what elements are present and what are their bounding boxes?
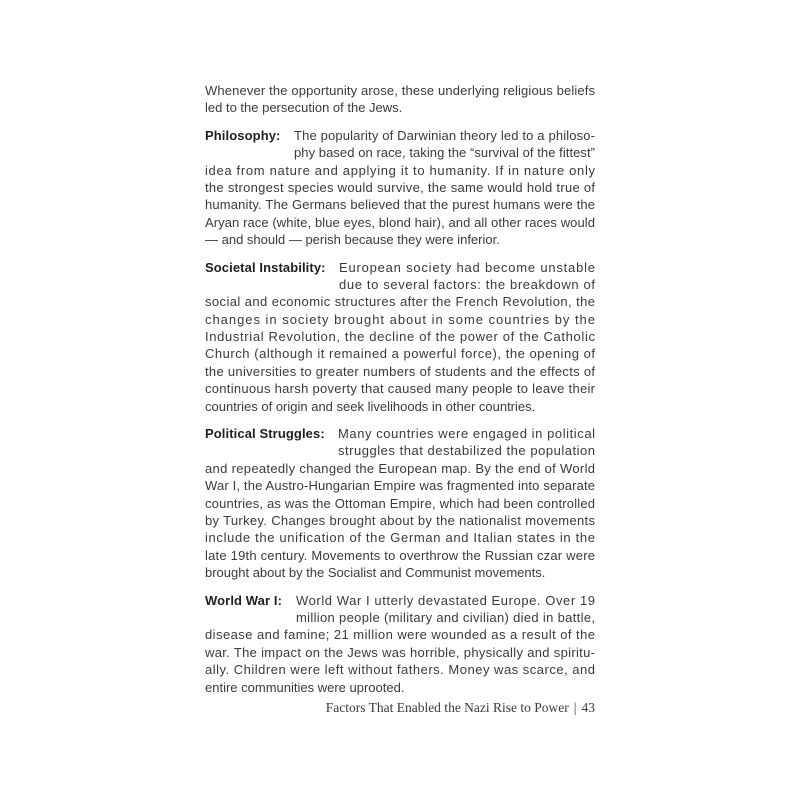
term-label: World War I:	[205, 592, 283, 608]
term-label: Philosophy:	[205, 127, 281, 143]
paragraph-line	[205, 144, 595, 161]
paragraph-line	[205, 425, 595, 442]
paragraph-line	[205, 127, 595, 144]
paragraph-line	[205, 82, 595, 99]
text-line: changes in society brought about in some countries by the	[205, 311, 595, 327]
paragraph-line	[205, 442, 595, 459]
paragraph-line	[205, 529, 595, 546]
body-text	[205, 82, 595, 706]
paragraph-line	[205, 398, 595, 415]
text-line: idea from nature and applying it to humanity. If in nature only	[205, 162, 595, 178]
paragraph-line	[205, 661, 595, 678]
text-line: continuous harsh poverty that caused many people to leave their	[205, 381, 595, 397]
text-line: Aryan race (white, blue eyes, blond hair), and all other races would	[205, 214, 595, 230]
paragraph-line	[205, 311, 595, 328]
text-line: million people (military and civilian) died in battle,	[296, 609, 595, 625]
text-line: due to several factors: the breakdown of	[339, 276, 595, 292]
paragraph-line	[205, 460, 595, 477]
paragraph-line	[205, 609, 595, 626]
paragraph-line	[205, 231, 595, 248]
text-line: Whenever the opportunity arose, these underlying religious beliefs	[205, 83, 595, 98]
text-line: the strongest species would survive, the same would hold true of	[205, 179, 595, 195]
paragraph-line	[205, 547, 595, 564]
text-line: brought about by the Socialist and Communist movements.	[205, 565, 546, 581]
definition-paragraph	[205, 259, 595, 416]
paragraph-line	[205, 162, 595, 179]
paragraph-line	[205, 626, 595, 643]
text-line: entire communities were uprooted.	[205, 679, 405, 695]
text-line: The popularity of Darwinian theory led to a philoso-	[294, 127, 595, 143]
text-line: by Turkey. Changes brought about by the nationalist movements	[205, 512, 595, 528]
paragraph-line	[205, 99, 595, 116]
paragraph-line	[205, 363, 595, 380]
text-line: social and economic structures after the French Revolution, the	[205, 294, 595, 310]
paragraph-line	[205, 679, 595, 696]
text-line: late 19th century. Movements to overthrow the Russian czar were	[205, 547, 595, 563]
paragraph-line	[205, 345, 595, 362]
paragraph-line	[205, 214, 595, 231]
text-line: war. The impact on the Jews was horrible, physically and spiritu-	[205, 644, 595, 660]
text-line: Industrial Revolution, the decline of the power of the Catholic	[205, 329, 595, 345]
term-label: Societal Instability:	[205, 259, 326, 275]
paragraph-line	[205, 179, 595, 196]
paragraph-line	[205, 196, 595, 213]
text-line: countries, as was the Ottoman Empire, which had been controlled	[205, 495, 595, 511]
paragraph-line	[205, 564, 595, 581]
paragraph-line	[205, 380, 595, 397]
definition-paragraph	[205, 592, 595, 696]
paragraph-line	[205, 512, 595, 529]
footer-separator: |	[573, 700, 577, 715]
text-line: humanity. The Germans believed that the purest humans were the	[205, 197, 595, 213]
paragraph-line	[205, 259, 595, 276]
text-line: ally. Children were left without fathers. Money was scarce, and	[205, 662, 595, 678]
text-line: World War I utterly devastated Europe. Over 19	[296, 592, 595, 608]
term-label: Political Struggles:	[205, 426, 325, 442]
text-line: led to the persecution of the Jews.	[205, 100, 403, 116]
text-line: European society had become unstable	[339, 259, 595, 275]
text-line: the universities to greater numbers of students and the effects of	[205, 363, 595, 379]
paragraph-line	[205, 276, 595, 293]
footer-running-title: Factors That Enabled the Nazi Rise to Power	[325, 700, 569, 715]
definition-paragraph	[205, 127, 595, 249]
definition-paragraph	[205, 425, 595, 582]
page-footer	[205, 700, 595, 716]
paragraph-line	[205, 293, 595, 310]
text-line: disease and famine; 21 million were wounded as a result of the	[205, 627, 595, 643]
paragraph-line	[205, 592, 595, 609]
text-line: phy based on race, taking the “survival of the fittest”	[294, 145, 595, 161]
paragraph-line	[205, 495, 595, 512]
paragraph-line	[205, 477, 595, 494]
paragraph-line	[205, 644, 595, 661]
text-line: Church (although it remained a powerful force), the opening of	[205, 346, 595, 362]
footer-page-number: 43	[581, 700, 595, 715]
text-line: countries of origin and seek livelihoods in other countries.	[205, 398, 536, 414]
text-line: Many countries were engaged in political	[338, 426, 595, 442]
text-line: War I, the Austro-Hungarian Empire was fragmented into separate	[205, 478, 595, 494]
text-paragraph	[205, 82, 595, 117]
text-line: and repeatedly changed the European map. By the end of World	[205, 460, 595, 476]
text-line: — and should — perish because they were inferior.	[205, 232, 500, 248]
paragraph-line	[205, 328, 595, 345]
text-line: include the unification of the German and Italian states in the	[205, 530, 595, 546]
text-line: struggles that destabilized the population	[338, 443, 595, 459]
